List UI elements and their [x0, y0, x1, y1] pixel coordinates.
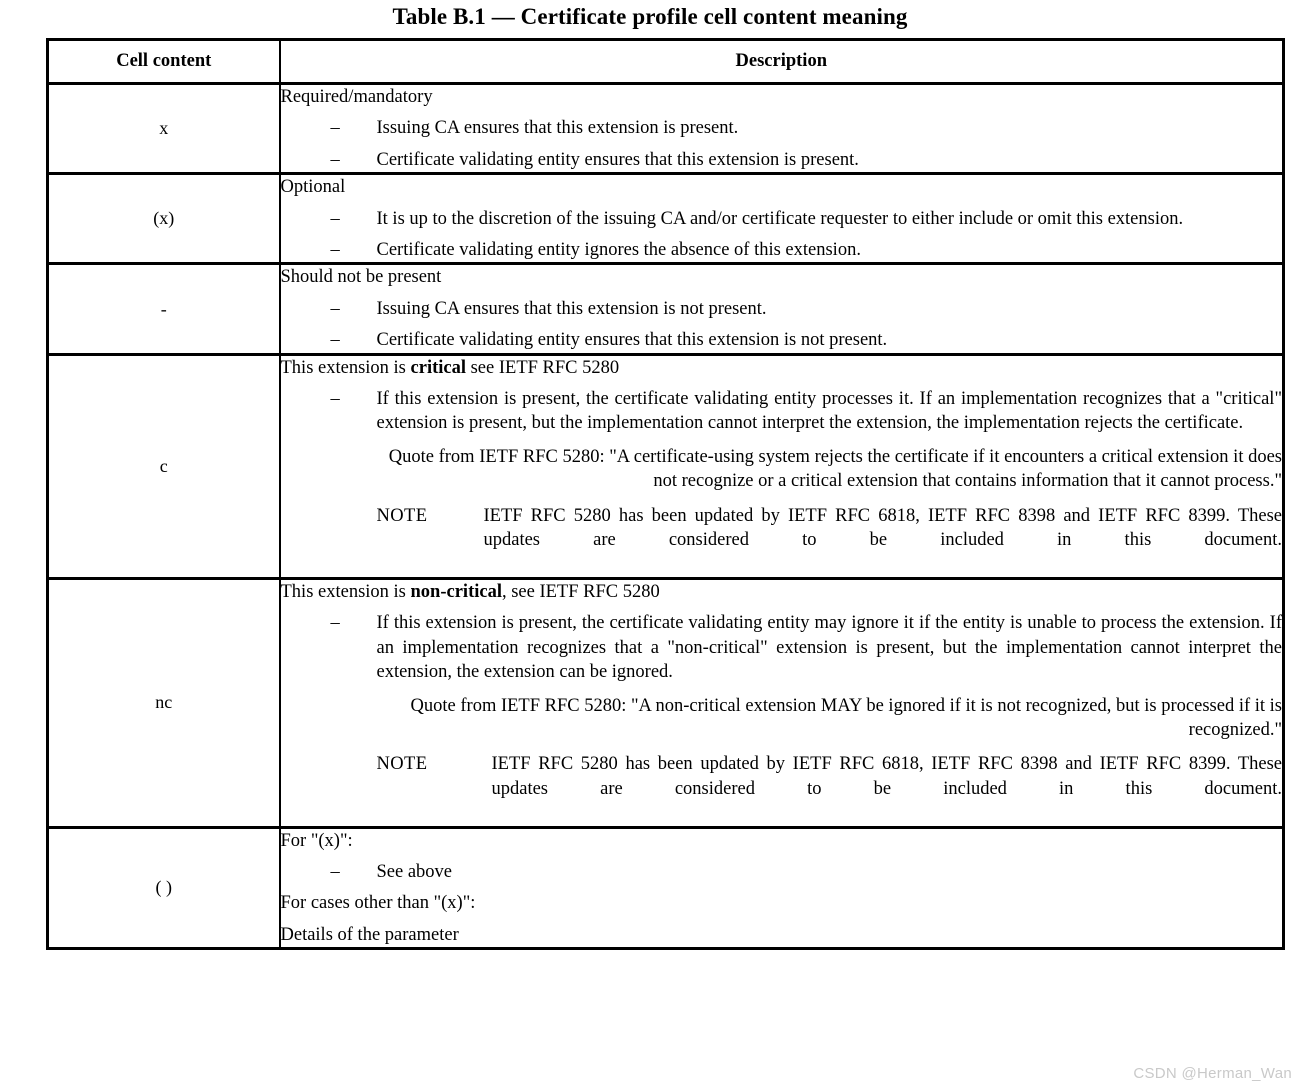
dash-bullet-icon: – [330, 389, 340, 410]
table-row [48, 354, 1284, 578]
bullet-list [281, 207, 1283, 263]
list-item-text: If this extension is present, the certificate validating entity processes it. If an implementation recognizes that a "critical" extension is present, but the implementation cannot interpret the extension, the implementation rejects the certificate. [376, 389, 1282, 434]
cell-description-optional [280, 174, 1284, 264]
dash-bullet-icon: – [330, 240, 340, 261]
quote-text: Quote from IETF RFC 5280: "A non-critical extension MAY be ignored if it is not recognized, but is processed if it is recognized." [410, 695, 1282, 740]
cell-key-absent: - [48, 264, 280, 354]
lead-prefix: This extension is [280, 357, 411, 378]
list-item [281, 860, 1283, 884]
lead-text: Required/mandatory [280, 87, 433, 107]
lead-suffix: , see IETF RFC 5280 [501, 581, 660, 602]
dash-bullet-icon: – [330, 298, 340, 319]
table-header-row [48, 40, 1284, 84]
lead-emphasis: critical [410, 357, 466, 378]
list-item [281, 611, 1283, 684]
dash-bullet-icon: – [330, 118, 340, 139]
cell-key-optional: (x) [48, 174, 280, 264]
note-label: NOTE [376, 754, 428, 775]
list-item [281, 297, 1283, 321]
list-item-text: It is up to the discretion of the issuing CA and/or certificate requester to either include or omit this extension. [376, 208, 1184, 229]
bullet-list [281, 611, 1283, 684]
cell-key-critical: c [48, 354, 280, 578]
cell-description-parentheses [280, 827, 1284, 949]
list-item-text: Issuing CA ensures that this extension is present. [376, 118, 739, 139]
list-item-text: If this extension is present, the certificate validating entity may ignore it if the entity is unable to process the extension. If an implementation recognizes that a "non-critical" extension is present, but the implementation cannot interpret the extension, the extension can be ignored. [376, 613, 1282, 683]
note-text: IETF RFC 5280 has been updated by IETF RFC 6818, IETF RFC 8398 and IETF RFC 8399. These updates are considered to be included in this document. [483, 505, 1282, 551]
list-item [281, 207, 1283, 231]
lead-text: Optional [280, 177, 346, 198]
dash-bullet-icon: – [330, 613, 340, 634]
cell-description-critical [280, 354, 1284, 578]
lead-suffix: see IETF RFC 5280 [465, 357, 620, 378]
list-item [281, 387, 1283, 436]
list-item [281, 238, 1283, 262]
dash-bullet-icon: – [330, 208, 340, 229]
lead-text [281, 580, 1283, 604]
table-row [48, 578, 1284, 827]
table-row [48, 84, 1284, 174]
list-item-text: Certificate validating entity ignores the absence of this extension. [376, 240, 861, 261]
bullet-list [281, 297, 1283, 353]
list-item [281, 116, 1283, 140]
cell-key-parentheses: ( ) [48, 827, 280, 949]
watermark: CSDN @Herman_Wan [1133, 1065, 1292, 1082]
cell-key-x: x [48, 84, 280, 174]
note-block [281, 504, 1283, 577]
list-item [281, 148, 1283, 172]
header-description: Description [280, 40, 1284, 84]
table-row [48, 827, 1284, 949]
dash-bullet-icon: – [330, 330, 340, 351]
other-cases-label: For cases other than "(x)": [280, 893, 476, 914]
header-cell-content: Cell content [48, 40, 280, 84]
note-block [281, 752, 1283, 825]
list-item-text: See above [376, 861, 453, 882]
lead-emphasis: non-critical [410, 581, 502, 602]
certificate-profile-table [46, 38, 1285, 950]
lead-text [281, 356, 1283, 380]
table-row [48, 264, 1284, 354]
bullet-list [281, 116, 1283, 172]
for-x-label: For "(x)": [280, 830, 353, 851]
bullet-list [281, 387, 1283, 436]
cell-description-non-critical [280, 578, 1284, 827]
table-title: Table B.1 — Certificate profile cell content meaning [392, 4, 908, 29]
cell-key-non-critical: nc [48, 578, 280, 827]
lead-prefix: This extension is [280, 581, 411, 602]
list-item-text: Certificate validating entity ensures that this extension is present. [376, 149, 859, 170]
cell-description-absent [280, 264, 1284, 354]
cell-description-x [280, 84, 1284, 174]
note-text: IETF RFC 5280 has been updated by IETF RFC 6818, IETF RFC 8398 and IETF RFC 8399. These updates are considered to be included in this document. [491, 754, 1282, 799]
note-label: NOTE [376, 505, 428, 526]
list-item-text: Issuing CA ensures that this extension is not present. [376, 298, 767, 319]
dash-bullet-icon: – [330, 861, 340, 882]
table-row [48, 174, 1284, 264]
quote-text: Quote from IETF RFC 5280: "A certificate-using system rejects the certificate if it encounters a critical extension it does not recognize or a critical extension that contains information that it cannot process." [388, 446, 1282, 492]
lead-text: Should not be present [280, 267, 442, 288]
list-item [281, 328, 1283, 352]
list-item-text: Certificate validating entity ensures that this extension is not present. [376, 330, 888, 351]
dash-bullet-icon: – [330, 149, 340, 170]
parameter-details-text: Details of the parameter [280, 924, 459, 945]
